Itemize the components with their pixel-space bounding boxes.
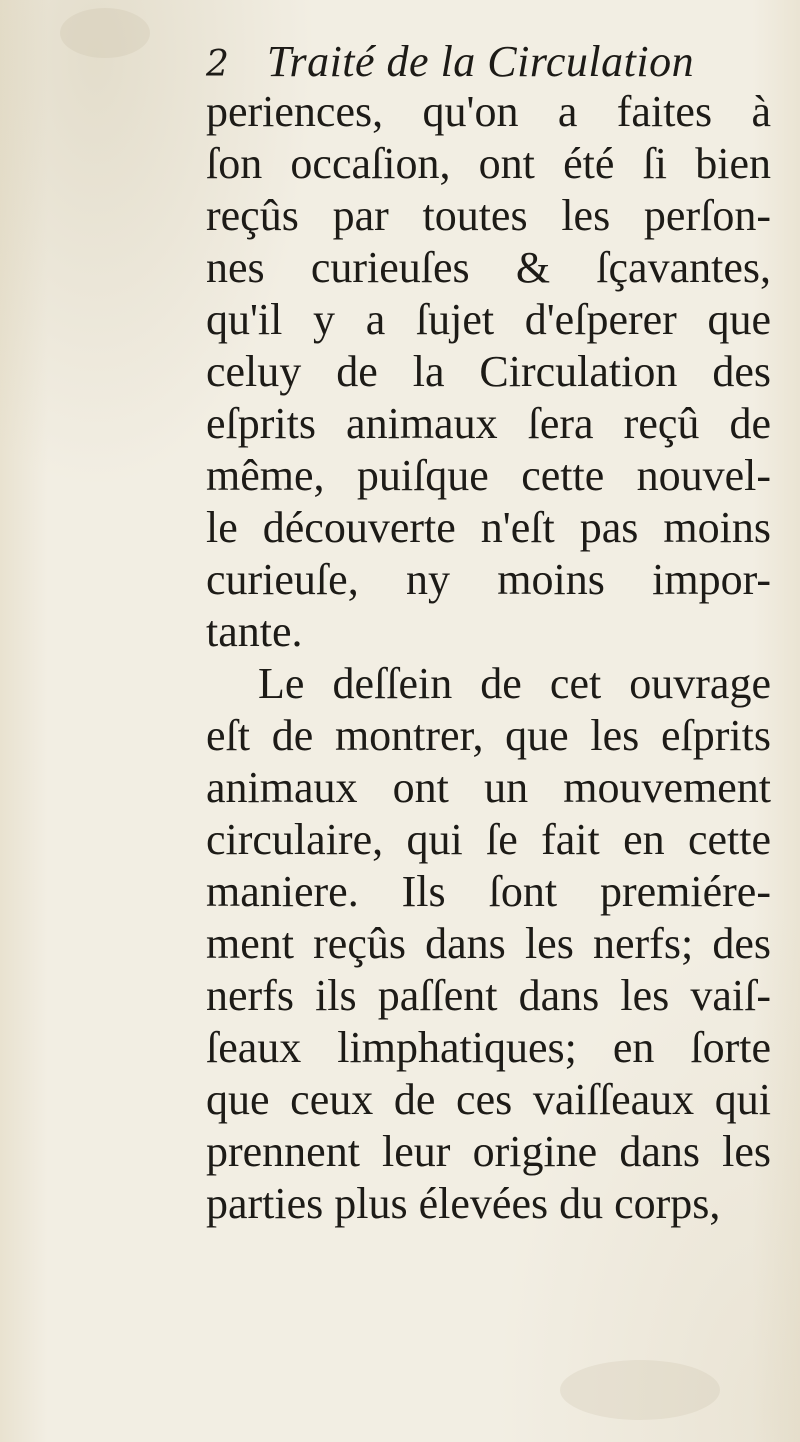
text-line: periences, qu'on a faites à (206, 87, 771, 136)
text-line: nerfs ils paſſent dans les vaiſ- (206, 971, 771, 1020)
text-line: qu'il y a ſujet d'eſperer que (206, 295, 771, 344)
text-line: eſt de montrer, que les eſprits (206, 711, 771, 760)
text-line: que ceux de ces vaiſſeaux qui (206, 1075, 771, 1124)
text-line: eſprits animaux ſera reçû de (206, 399, 771, 448)
text-line: reçûs par toutes les perſon- (206, 191, 771, 240)
text-line: maniere. Ils ſont premiére- (206, 867, 771, 916)
paper-stain (560, 1360, 720, 1420)
text-line: ment reçûs dans les nerfs; des (206, 919, 771, 968)
running-head: Traité de la Circulation (266, 37, 695, 86)
paper-stain (60, 8, 150, 58)
paragraph-2 (206, 658, 771, 1230)
text-line: circulaire, qui ſe fait en cette (206, 815, 771, 864)
text-line: nes curieuſes & ſçavantes, (206, 243, 771, 292)
text-line: même, puiſque cette nouvel- (206, 451, 771, 500)
text-line: ſon occaſion, ont été ſi bien (206, 139, 771, 188)
text-line: celuy de la Circulation des (206, 347, 771, 396)
text-line: curieuſe, ny moins impor- (206, 555, 771, 604)
text-line: ſeaux limphatiques; en ſorte (206, 1023, 771, 1072)
paragraph-1 (206, 86, 771, 658)
text-line: prennent leur origine dans les (206, 1127, 771, 1176)
body-text (206, 86, 771, 1230)
text-line: parties plus élevées du corps, (206, 1179, 721, 1228)
text-line: Le deſſein de cet ouvrage (258, 659, 771, 708)
text-line: tante. (206, 607, 303, 656)
text-line: le découverte n'eſt pas moins (206, 503, 771, 552)
page-number: 2 (206, 44, 229, 85)
text-line: animaux ont un mouvement (206, 763, 771, 812)
